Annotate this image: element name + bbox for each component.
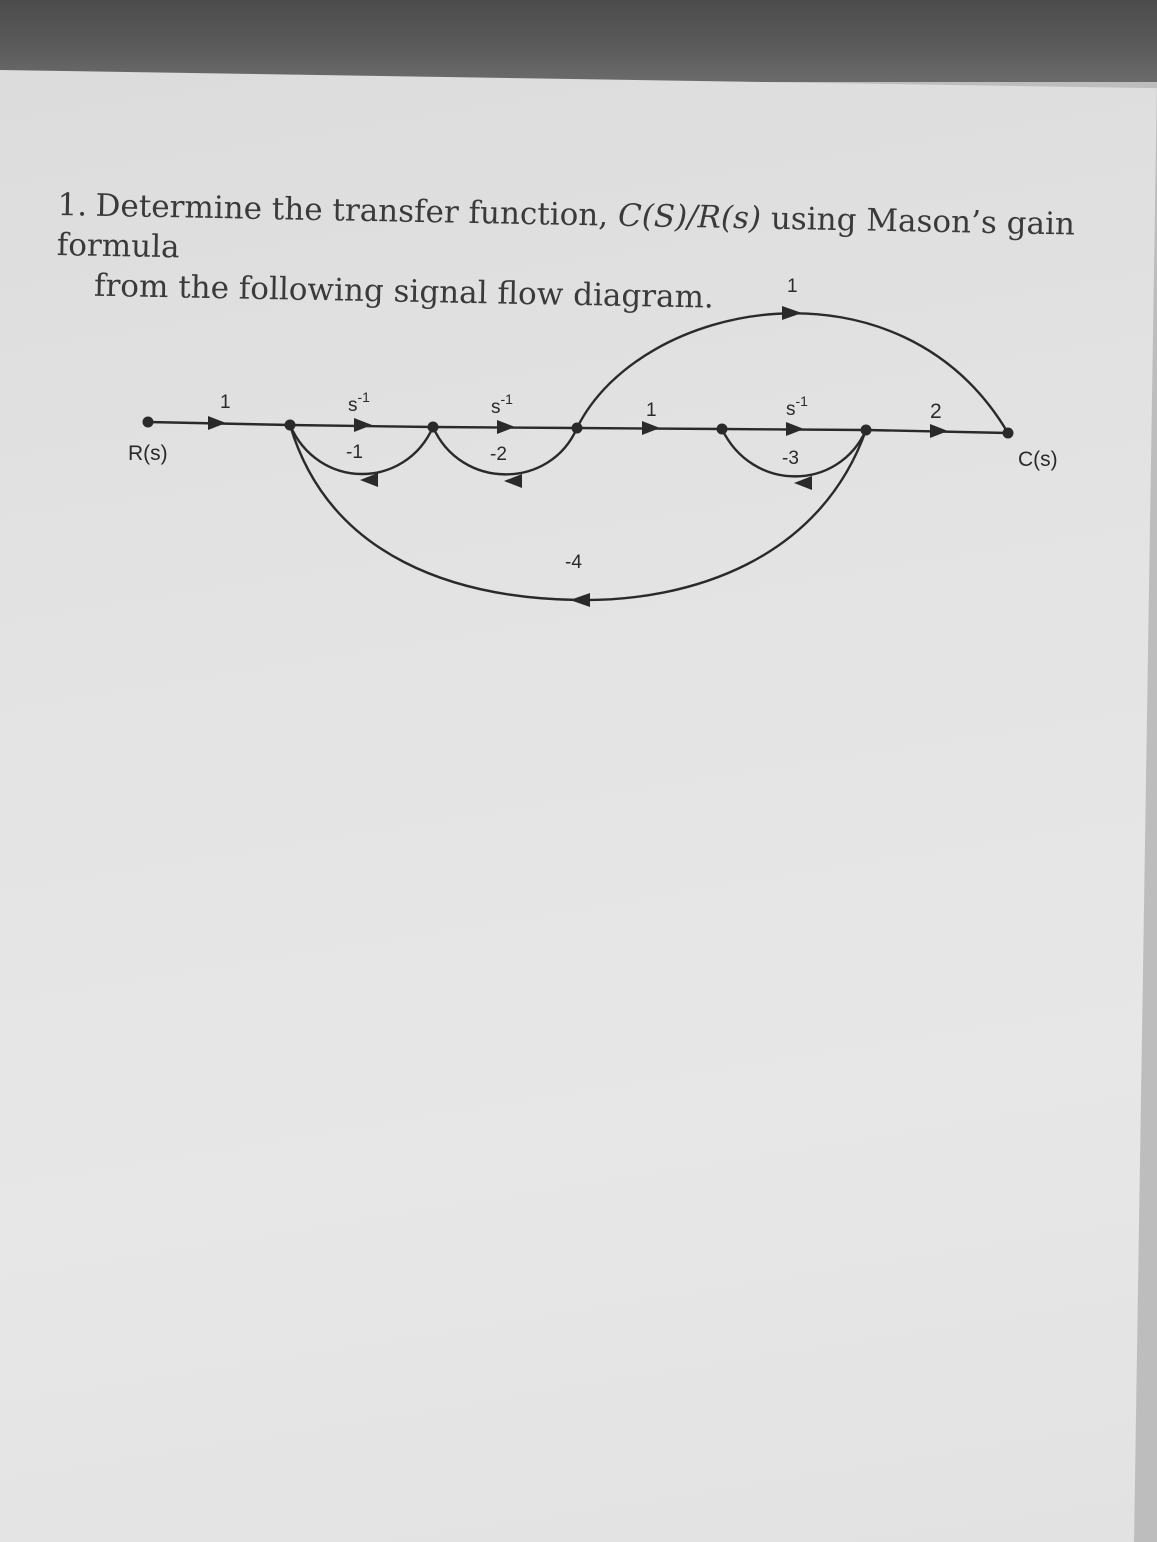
- arrow-4: [642, 421, 660, 435]
- gain-label-2-base: s: [348, 395, 358, 416]
- gain-label-1: 1: [220, 392, 231, 413]
- outer-feedback-gain-label: -4: [565, 552, 582, 573]
- node-3: [572, 423, 583, 434]
- feedforward-gain-label: 1: [787, 276, 798, 297]
- arrow-5: [786, 422, 804, 436]
- arrow-loop-minus2: [504, 474, 522, 488]
- gain-label-6: 2: [930, 400, 942, 423]
- arrow-outer-feedback: [570, 593, 590, 607]
- arrow-3: [497, 420, 515, 434]
- gain-label-5-exp: -1: [795, 393, 808, 409]
- gain-label-4: 1: [646, 400, 657, 421]
- gain-label-2: [348, 389, 370, 416]
- gain-label-5: [786, 393, 808, 420]
- branch-outer-feedback: [290, 425, 866, 600]
- question-math: C(S)/R(s): [617, 197, 762, 237]
- arrow-6: [930, 424, 948, 438]
- loop-gain-label-3: -3: [782, 448, 799, 469]
- arrow-2: [354, 418, 372, 432]
- loop-gain-label-1: -1: [346, 442, 363, 463]
- question-line-2: from the following signal flow diagram.: [93, 267, 715, 316]
- arrow-loop-minus3: [794, 476, 812, 490]
- question-text-b: using Mason’s gain formula: [56, 200, 1076, 266]
- node-2: [428, 422, 439, 433]
- node-5: [861, 425, 872, 436]
- question-number: 1.: [57, 186, 88, 224]
- input-label: R(s): [128, 442, 168, 465]
- loop-gain-label-2: -2: [490, 444, 507, 465]
- output-label: C(s): [1018, 448, 1058, 471]
- gain-label-3-exp: -1: [500, 391, 513, 407]
- node-1: [285, 420, 296, 431]
- gain-label-5-base: s: [786, 399, 796, 420]
- arrow-1: [208, 416, 226, 430]
- gain-label-3: [491, 391, 513, 418]
- gain-label-2-exp: -1: [357, 389, 370, 405]
- arrow-feedforward: [782, 306, 802, 320]
- question-text-a: Determine the transfer function,: [95, 187, 609, 234]
- node-4: [717, 424, 728, 435]
- node-input: [143, 417, 154, 428]
- node-output: [1003, 428, 1014, 439]
- nodes: [143, 417, 1014, 439]
- gain-label-3-base: s: [491, 397, 501, 418]
